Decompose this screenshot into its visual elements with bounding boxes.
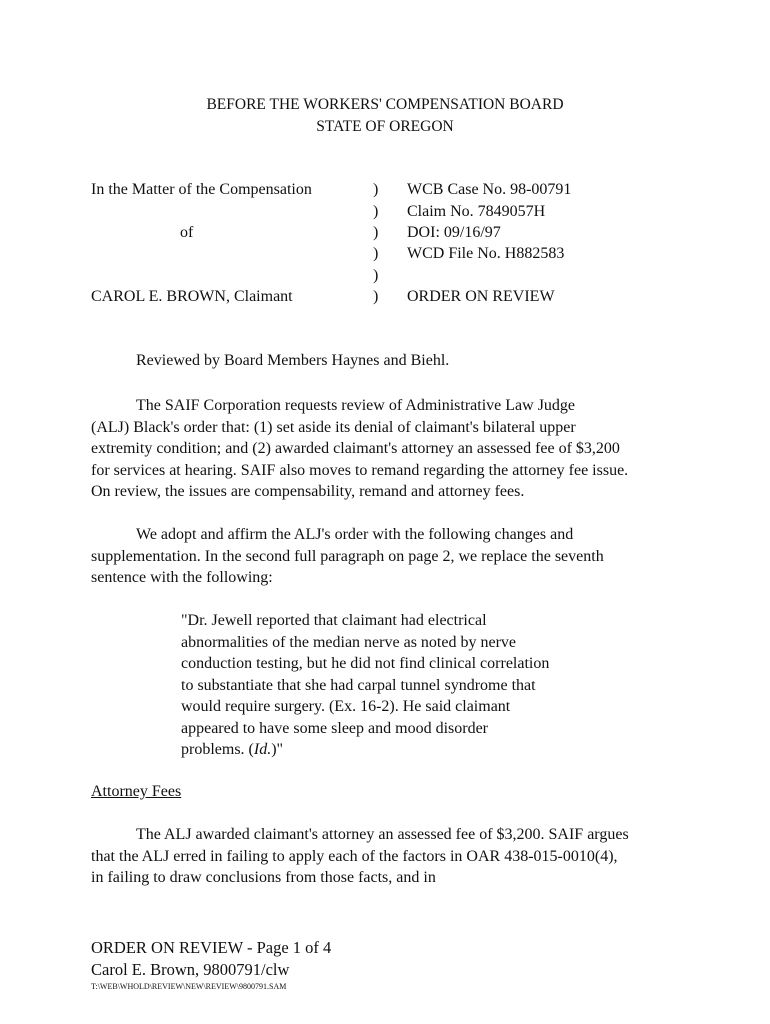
paragraph-line: We adopt and affirm the ALJ's order with the following changes and: [136, 526, 574, 543]
quote-text: problems. (: [181, 741, 254, 758]
block-quote: [181, 610, 549, 761]
quote-line: would require surgery. (Ex. 16-2). He said claimant: [181, 698, 511, 715]
caption-matter: In the Matter of the Compensation: [91, 181, 312, 198]
quote-line: to substantiate that she had carpal tunnel syndrome that: [181, 676, 536, 694]
claim-number: Claim No. 7849057H: [407, 203, 546, 220]
state-title: STATE OF OREGON: [316, 118, 454, 135]
paragraph-line: that the ALJ erred in failing to apply each of the factors in OAR 438-015-0010(4),: [91, 847, 618, 865]
paragraph-line: sentence with the following:: [91, 569, 273, 586]
reviewed-by-paragraph: [91, 350, 691, 372]
paragraph-line: The ALJ awarded claimant's attorney an assessed fee of $3,200. SAIF argues: [136, 826, 629, 843]
footer-page-info: ORDER ON REVIEW - Page 1 of 4: [91, 938, 332, 957]
paragraph-line: On review, the issues are compensability, remand and attorney fees.: [91, 483, 525, 500]
quote-text: )": [271, 741, 284, 758]
quote-line: conduction testing, but he did not find clinical correlation: [181, 655, 550, 672]
paragraph-line: in failing to draw conclusions from those facts, and in: [91, 869, 436, 886]
wcd-file-number: WCD File No. H882583: [407, 245, 565, 262]
id-citation: Id.: [253, 741, 272, 758]
paragraph-line: The SAIF Corporation requests review of Administrative Law Judge: [136, 397, 576, 414]
caption-paren: ): [373, 224, 379, 241]
wcb-case-number: WCB Case No. 98-00791: [407, 181, 572, 198]
quote-line: abnormalities of the median nerve as noted by nerve: [181, 633, 516, 651]
reviewed-by-text: Reviewed by Board Members Haynes and Biehl.: [136, 352, 450, 369]
quote-line: appeared to have some sleep and mood disorder: [181, 719, 489, 737]
attorney-fees-heading: Attorney Fees: [91, 783, 182, 800]
caption-paren: ): [373, 181, 379, 198]
paragraph-line: extremity condition; and (2) awarded claimant's attorney an assessed fee of $3,200: [91, 440, 620, 457]
caption-paren: ): [373, 288, 379, 305]
footer-file-path: T:\WEB\WHOLD\REVIEW\NEW\REVIEW\9800791.SAM: [91, 982, 287, 991]
quote-line: [181, 739, 549, 761]
order-title: ORDER ON REVIEW: [407, 288, 555, 305]
caption-paren: ): [373, 245, 379, 262]
paragraph-line: for services at hearing. SAIF also moves to remand regarding the attorney fee issue.: [91, 461, 629, 479]
date-of-injury: DOI: 09/16/97: [407, 224, 501, 241]
request-paragraph: [91, 395, 691, 503]
caption-paren: ): [373, 267, 379, 284]
caption-of: of: [180, 224, 194, 241]
caption-claimant: CAROL E. BROWN, Claimant: [91, 288, 293, 305]
paragraph-line: supplementation. In the second full paragraph on page 2, we replace the seventh: [91, 547, 604, 565]
quote-line: "Dr. Jewell reported that claimant had electrical: [181, 612, 487, 629]
adopt-affirm-paragraph: [91, 524, 691, 589]
paragraph-line: (ALJ) Black's order that: (1) set aside its denial of claimant's bilateral upper: [91, 418, 576, 436]
footer-case-info: Carol E. Brown, 9800791/clw: [91, 960, 290, 979]
attorney-fee-paragraph: [91, 824, 691, 889]
caption-paren: ): [373, 203, 379, 220]
board-title: BEFORE THE WORKERS' COMPENSATION BOARD: [206, 96, 564, 113]
